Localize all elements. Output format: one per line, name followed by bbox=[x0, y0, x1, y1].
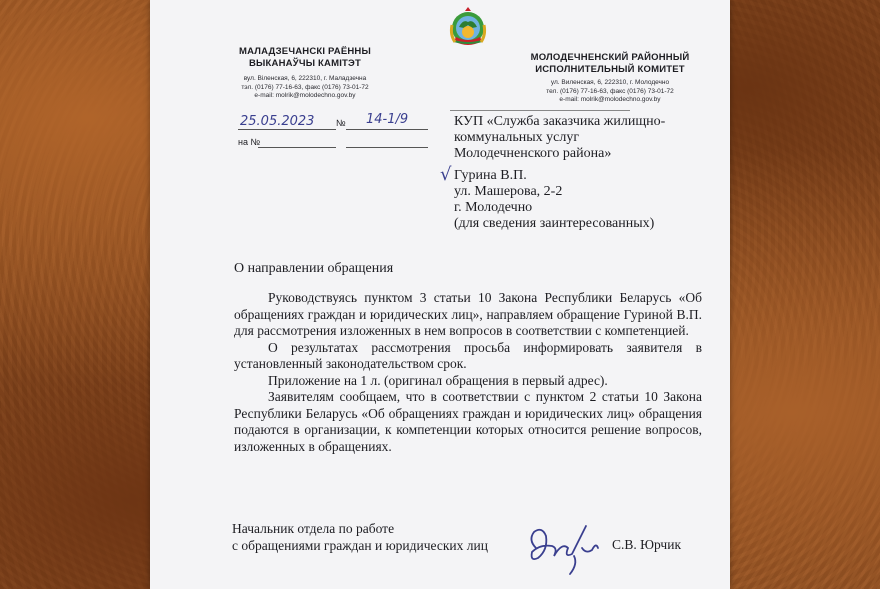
checkmark-icon: √ bbox=[440, 164, 452, 185]
reg-number: 14-1/9 bbox=[366, 112, 409, 127]
date-underline bbox=[238, 129, 336, 130]
p1-line-2: «Об обращениях граждан и юридических лиц», направляем обращение bbox=[234, 290, 702, 322]
address-ru: ул. Виленская, 6, 222310, г. Молодечно bbox=[550, 79, 670, 86]
recipient-primary bbox=[454, 114, 665, 162]
p1-line-4: соответствии с компетенцией. bbox=[515, 323, 689, 338]
recipient-note: (для сведения заинтересованных) bbox=[454, 216, 655, 231]
recipient-primary-line-2: коммунальных услуг bbox=[454, 130, 580, 145]
org-name-by-line-2: ВЫКАНАЎЧЫ КАМIТЭТ bbox=[248, 58, 362, 69]
p2-line-2: установленный законодательством срок. bbox=[234, 356, 467, 371]
email-ru: e-mail: molrik@molodechno.gov.by bbox=[559, 96, 661, 103]
org-name-by-line-1: МАЛАДЗЕЧАНСКI РАЁННЫ bbox=[238, 46, 371, 57]
p4-line-1: Заявителям сообщаем, что в соответствии с пунктом 2 статьи 10 bbox=[268, 389, 658, 404]
org-name-ru bbox=[510, 52, 710, 76]
recipient-street: ул. Машерова, 2-2 bbox=[454, 184, 563, 199]
recipient-primary-line-1: КУП «Служба заказчика жилищно- bbox=[454, 114, 666, 129]
phone-by: тэл. (0176) 77-16-63, факс (0176) 73-01-72 bbox=[241, 83, 369, 91]
contacts-by bbox=[210, 75, 400, 101]
letter-subject: О направлении обращения bbox=[234, 261, 394, 276]
paragraph-2 bbox=[234, 340, 702, 373]
recipient-primary-line-3: Молодечненского района» bbox=[454, 146, 612, 161]
header-divider bbox=[450, 110, 630, 111]
p3-line-1: Приложение на 1 л. (оригинал обращения в первый адрес). bbox=[268, 372, 608, 388]
reg-date: 25.05.2023 bbox=[240, 114, 315, 129]
p1-line-3: Гуриной В.П. для рассмотрения изложенных в нем вопросов в bbox=[234, 306, 702, 338]
reply-number-underline bbox=[346, 147, 428, 148]
phone-ru: тел. (0176) 77-16-63, факс (0176) 73-01-72 bbox=[546, 87, 674, 95]
position-line-1: Начальник отдела по работе bbox=[232, 521, 395, 536]
letter-body bbox=[234, 290, 702, 455]
recipient-secondary bbox=[454, 168, 654, 232]
org-name-ru-line-2: ИСПОЛНИТЕЛЬНЫЙ КОМИТЕТ bbox=[535, 64, 685, 75]
reply-date-underline bbox=[258, 147, 336, 148]
org-name-by bbox=[210, 46, 400, 70]
p2-line-1: О результатах рассмотрения просьба информировать заявителя в bbox=[268, 339, 702, 355]
letter-sheet bbox=[150, 0, 730, 589]
handwritten-signature bbox=[522, 518, 602, 580]
p4-line-3: лиц» обращения подаются в организации, к компетенции которых bbox=[234, 405, 702, 437]
org-name-ru-line-1: МОЛОДЕЧНЕНСКИЙ РАЙОННЫЙ bbox=[530, 52, 690, 63]
email-by: e-mail: molrik@molodechno.gov.by bbox=[254, 92, 356, 99]
position-line-2: с обращениями граждан и юридических лиц bbox=[232, 538, 488, 553]
number-underline bbox=[346, 129, 428, 130]
number-label: № bbox=[336, 118, 346, 128]
contacts-ru bbox=[510, 79, 710, 105]
belarus-emblem-icon bbox=[446, 5, 490, 49]
recipient-name: Гурина В.П. bbox=[454, 168, 527, 183]
signatory-name: С.В. Юрчик bbox=[612, 537, 681, 552]
signatory-position bbox=[232, 520, 488, 554]
paragraph-3 bbox=[234, 373, 702, 390]
reply-label: на № bbox=[238, 137, 261, 147]
p1-line-1: Руководствуясь пунктом 3 статьи 10 Закона Республики Беларусь bbox=[268, 290, 672, 305]
address-by: вул. Віленская, 6, 222310, г. Маладзечна bbox=[243, 75, 367, 82]
p4-line-4: относится решение вопросов, изложенных в обращениях. bbox=[234, 422, 703, 454]
p4-line-2: Закона Республики Беларусь «Об обращениях граждан и юридических bbox=[234, 389, 702, 421]
paragraph-4 bbox=[234, 389, 702, 455]
paragraph-1 bbox=[234, 290, 702, 340]
recipient-city: г. Молодечно bbox=[454, 200, 533, 215]
